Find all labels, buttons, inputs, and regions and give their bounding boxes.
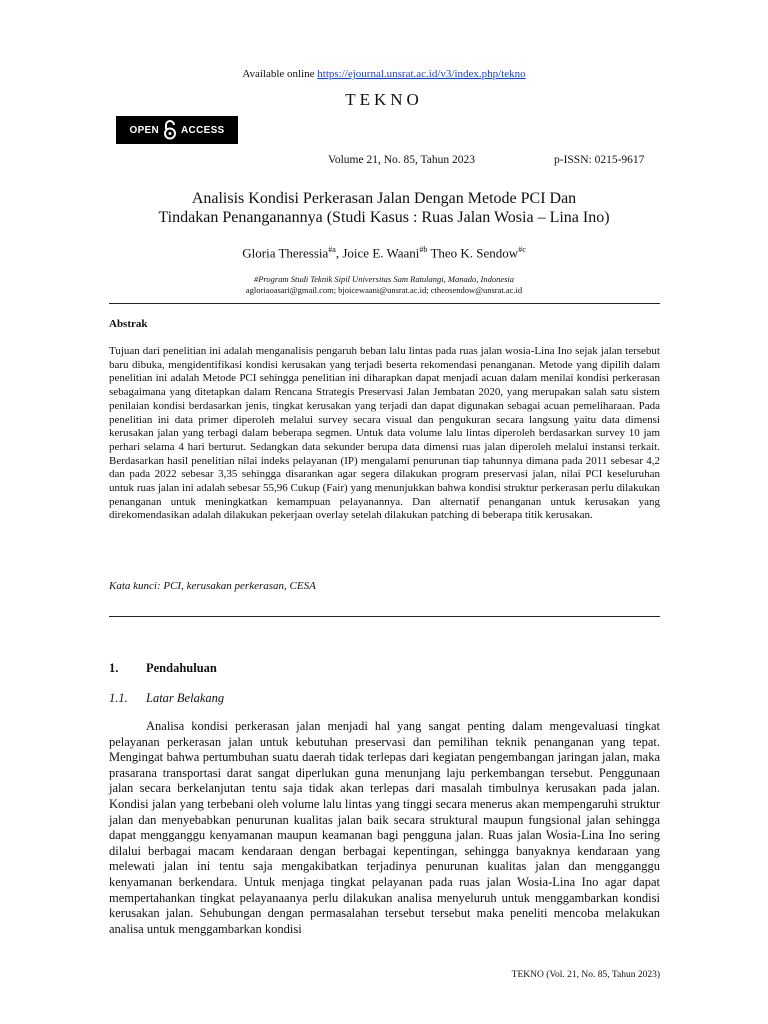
divider-top xyxy=(109,303,660,304)
open-lock-icon xyxy=(163,120,177,140)
divider-bottom xyxy=(109,616,660,617)
abstract-heading: Abstrak xyxy=(109,318,148,330)
author-affiliation: #Program Studi Teknik Sipil Universitas Sam Ratulangi, Manado, Indonesia xyxy=(253,274,515,284)
author-name: Joice E. Waani xyxy=(342,245,420,261)
available-online-line xyxy=(0,68,768,80)
volume-info: Volume 21, No. 85, Tahun 2023 xyxy=(328,154,475,166)
journal-url-link[interactable]: https://ejournal.unsrat.ac.id/v3/index.php/tekno xyxy=(317,68,526,80)
author-emails: agloriaoasari@gmail.com; bjoicewaani@unsrat.ac.id; ctheosendow@unsrat.ac.id xyxy=(245,285,523,295)
open-access-logo xyxy=(116,116,238,144)
open-access-right-text: ACCESS xyxy=(181,124,225,136)
section-title: Pendahuluan xyxy=(146,661,217,675)
article-title-line-1: Analisis Kondisi Perkerasan Jalan Dengan Metode PCI Dan xyxy=(191,190,577,207)
subsection-heading xyxy=(109,691,224,706)
subsection-title: Latar Belakang xyxy=(146,691,225,705)
author-superscript: #b xyxy=(419,245,428,254)
author-superscript: #a xyxy=(328,245,336,254)
open-access-left-text: OPEN xyxy=(129,124,160,136)
available-online-label: Available online xyxy=(242,68,318,80)
section-number: 1. xyxy=(109,661,119,675)
section-heading xyxy=(109,661,217,676)
keywords: Kata kunci: PCI, kerusakan perkerasan, CESA xyxy=(109,580,316,592)
page-footer: TEKNO (Vol. 21, No. 85, Tahun 2023) xyxy=(511,970,660,980)
author-separator: , xyxy=(335,245,343,261)
article-title-line-2: Tindakan Penanganannya (Studi Kasus : Ruas Jalan Wosia – Lina Ino) xyxy=(158,209,610,226)
journal-name: TEKNO xyxy=(345,90,423,109)
issn-info: p-ISSN: 0215-9617 xyxy=(554,154,645,166)
author-list xyxy=(100,245,668,261)
subsection-number: 1.1. xyxy=(109,691,128,705)
article-title xyxy=(100,189,668,227)
author-superscript: #c xyxy=(518,245,526,254)
body-paragraph: Analisa kondisi perkerasan jalan menjadi hal yang sangat penting dalam mengevaluasi tingkat pelayanan perkerasan jalan untuk kebutuhan preservasi dan pemilihan teknik penanganan yang tepat. Mengingat bahwa pertumbuhan suatu daerah tidak terlepas dari kegiatan pengembangan jaringan jalan, maka prasarana transportasi darat sangat diperlukan guna menunjang laju perkembangan tersebut. Penggunaan jalan secara berkelanjutan tentu saja tidak akan terlepas dari masalah timbulnya kerusakan pada jalan. Kondisi jalan yang terbebani oleh volume lalu lintas yang tinggi secara menerus akan mempengaruhi struktur jalan dan menyebabkan penurunan kualitas jalan baik secara struktural maupun fungsional jalan sehingga dapat mengganggu kenyamanan maupun keamanan bagi pengguna jalan. Ruas jalan Wosia-Lina Ino sering dilalui berbagai macam kendaraan dengan berbagai kepentingan, sehingga banyaknya kendaraan yang melewati jalan ini tentu saja mengakibatkan terjadinya penurunan kualitas jalan dan mengganggu kenyamanan berkendara. Untuk menjaga tingkat pelayanan pada ruas jalan Wosia-Lina Ino agar dapat mempertahankan tingkat pelayanaanya perlu dilakukan analisa menyeluruh untuk menggambarkan kondisi kerusakan jalan. Sehubungan dengan permasalahan tersebut tersebut maka peneliti mencoba melakukan analisa untuk menggambarkan kondisi xyxy=(109,719,660,936)
abstract-text: Tujuan dari penelitian ini adalah menganalisis pengaruh beban lalu lintas pada ruas jalan wosia-Lina Ino sejak jalan tersebut baru dibuka, mengidentifikasi kondisi kerusakan yang terjadi beserta rekomendasi penanganan. Metode yang dipilih dalam penelitian ini adalah Metode PCI sehingga penelitian ini diharapkan dapat menjadi acuan dalam menilai kondisi perkerasan sebagaimana yang ditetapkan dalam Rencana Strategis Preservasi Jalan Jembatan 2020, yang merupakan salah satu sistem penilaian kondisi berdasarkan jenis, tingkat kerusakan yang terjadi dan dapat digunakan sebagai acuan pemeliharaan. Pada penelitian ini data primer diperoleh melalui survey secara visual dan pengukuran secara langsung yaitu data dimensi kerusakan jalan yang terbagi dalam beberapa segmen. Untuk data volume lalu lintas diperoleh berdasarkan survey 10 jam perhari selama 4 hari berturut. Sedangkan data sekunder berupa data dimensi ruas jalan diperoleh melalui instansi terkait. Berdasarkan hasil penelitian nilai indeks pelayanan (IP) mengalami penurunan tiap tahunnya dimana pada 2011 sebesar 4,2 dan pada 2022 sebesar 3,35 sehingga disarankan agar segera dilakukan program preservasi jalan, nilai PCI keseluruhan untuk ruas jalan ini adalah sebesar 55,96 Cukup (Fair) yang menunjukkan bahwa kondisi struktur perkerasan perlu dilakukan penanganan untuk meningkatkan kemampuan pelayanannya. Dan alternatif penanganan untuk kerusakan yang direkomendasikan adalah dilakukan pekerjaan overlay setelah dilakukan patching di beberapa titik kerusakan. xyxy=(109,345,660,522)
author-name: Gloria Theressia xyxy=(242,245,329,261)
author-name: Theo K. Sendow xyxy=(430,245,519,261)
